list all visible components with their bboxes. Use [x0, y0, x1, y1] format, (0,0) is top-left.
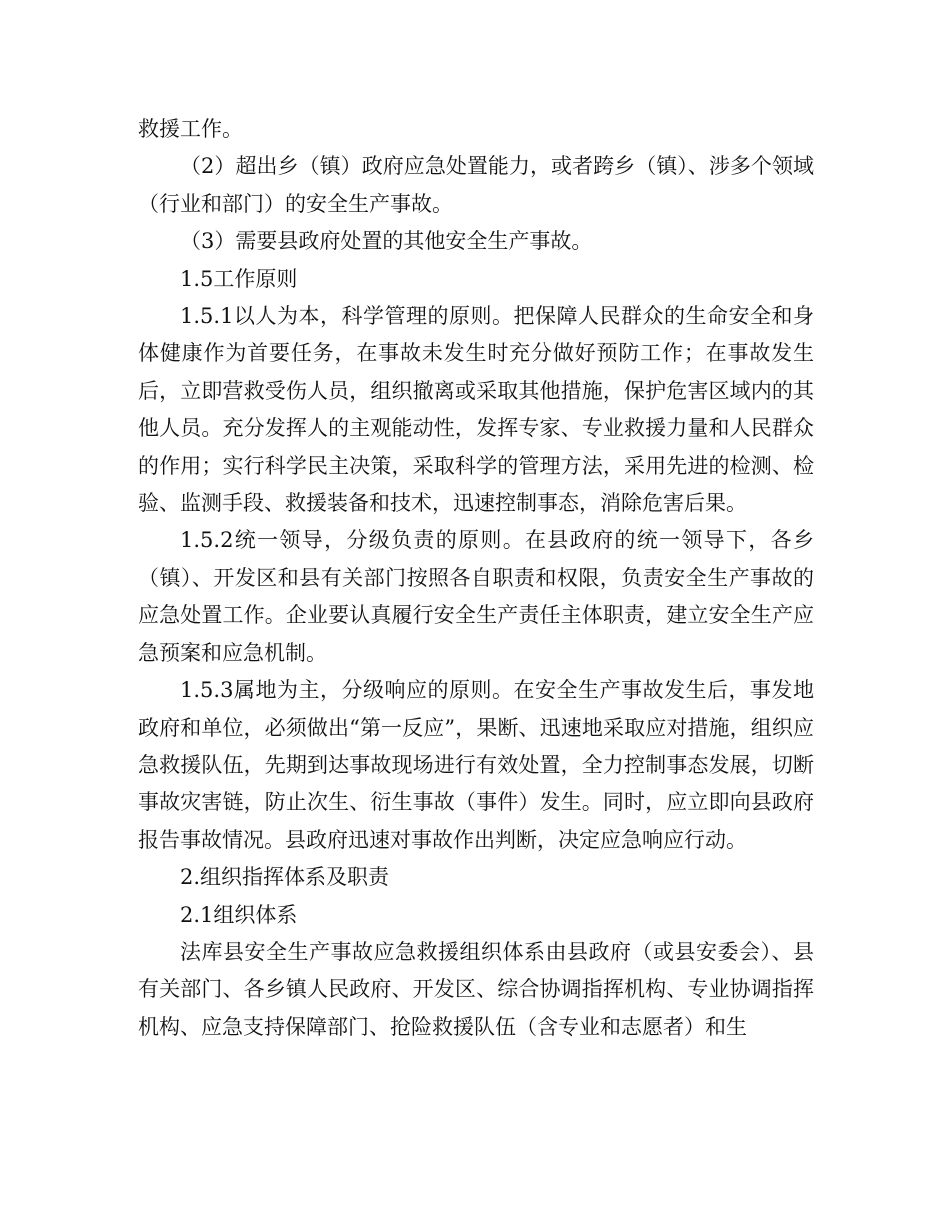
section-heading-2: 2.组织指挥体系及职责: [180, 865, 390, 890]
paragraph-item-2: （2）超出乡（镇）政府应急处置能力，或者跨乡（镇）、涉多个领域（行业和部门）的安全生产事故。: [138, 154, 814, 216]
paragraph-organization: 法库县安全生产事故应急救援组织体系由县政府（或县安委会）、县有关部门、各乡镇人民政府、开发区、综合协调指挥机构、专业协调指挥机构、应急支持保障部门、抢险救援队伍（含专业和志愿者）和生: [138, 939, 814, 1039]
paragraph-1-5-1: 1.5.1以人为本，科学管理的原则。把保障人民群众的生命安全和身体健康作为首要任务，在事故未发生时充分做好预防工作；在事故发生后，立即营救受伤人员，组织撤离或采取其他措施，保护危害区域内的其他人员。充分发挥人的主观能动性，发挥专家、专业救援力量和人民群众的作用；实行科学民主决策，采取科学的管理方法，采用先进的检测、检验、监测手段、救援装备和技术，迅速控制事态，消除危害后果。: [138, 304, 814, 516]
paragraph-item-3: （3）需要县政府处置的其他安全生产事故。: [180, 229, 593, 254]
paragraph-1-5-3: 1.5.3属地为主，分级响应的原则。在安全生产事故发生后，事发地政府和单位，必须做出“第一反应”，果断、迅速地采取应对措施，组织应急救援队伍，先期到达事故现场进行有效处置，全力控制事态发展，切断事故灾害链，防止次生、衍生事故（事件）发生。同时，应立即向县政府报告事故情况。县政府迅速对事故作出判断，决定应急响应行动。: [138, 678, 814, 852]
paragraph-continuation: 救援工作。: [138, 117, 243, 141]
document-body: [138, 111, 814, 1046]
section-heading-1-5: 1.5工作原则: [180, 266, 298, 291]
paragraph-1-5-2: 1.5.2统一领导，分级负责的原则。在县政府的统一领导下，各乡（镇）、开发区和县有关部门按照各自职责和权限，负责安全生产事故的应急处置工作。企业要认真履行安全生产责任主体职责，建立安全生产应急预案和应急机制。: [138, 528, 814, 665]
section-heading-2-1: 2.1组织体系: [180, 902, 298, 927]
